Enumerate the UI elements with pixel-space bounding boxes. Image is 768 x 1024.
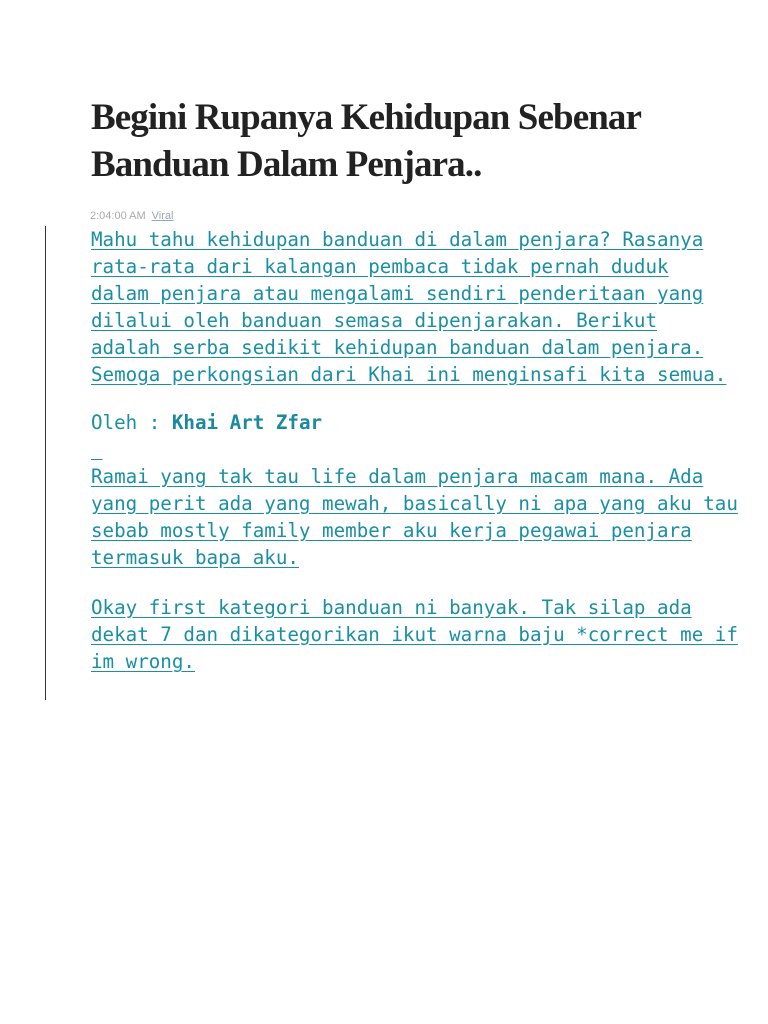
- paragraph-line[interactable]: yang perit ada yang mewah, basically ni apa yang aku tau: [91, 492, 738, 515]
- byline: [91, 409, 322, 436]
- post-label-link[interactable]: Viral: [151, 210, 174, 222]
- paragraph-line[interactable]: sebab mostly family member aku kerja pegawai penjara: [91, 519, 692, 542]
- post-title[interactable]: [91, 94, 721, 188]
- post-title-line-1[interactable]: Begini Rupanya Kehidupan Sebenar: [91, 97, 642, 138]
- paragraph-intro[interactable]: [91, 226, 727, 388]
- paragraph-life[interactable]: [91, 463, 738, 571]
- paragraph-line[interactable]: dalam penjara atau mengalami sendiri penderitaan yang: [91, 282, 704, 305]
- byline-prefix: Oleh :: [91, 411, 172, 434]
- paragraph-line[interactable]: dilalui oleh banduan semasa dipenjarakan. Berikut: [91, 309, 658, 332]
- empty-link-line[interactable]: [91, 436, 103, 463]
- paragraph-line[interactable]: adalah serba sedikit kehidupan banduan dalam penjara.: [91, 336, 704, 359]
- left-margin-rule: [45, 226, 46, 700]
- paragraph-line[interactable]: Okay first kategori banduan ni banyak. Tak silap ada: [91, 596, 692, 619]
- post-meta: [90, 209, 173, 223]
- paragraph-categories[interactable]: [91, 594, 738, 675]
- paragraph-line[interactable]: Ramai yang tak tau life dalam penjara macam mana. Ada: [91, 465, 704, 488]
- paragraph-line[interactable]: rata-rata dari kalangan pembaca tidak pernah duduk: [91, 255, 669, 278]
- paragraph-line[interactable]: im wrong.: [91, 650, 195, 673]
- paragraph-line[interactable]: termasuk bapa aku.: [91, 546, 299, 569]
- post-title-line-2[interactable]: Banduan Dalam Penjara..: [91, 144, 482, 185]
- byline-author-link[interactable]: Khai Art Zfar: [171, 411, 323, 434]
- paragraph-line[interactable]: Semoga perkongsian dari Khai ini menginsafi kita semua.: [91, 363, 727, 386]
- post-time: 2:04:00 AM: [90, 210, 146, 222]
- paragraph-line[interactable]: dekat 7 dan dikategorikan ikut warna baju *correct me if: [91, 623, 738, 646]
- paragraph-line[interactable]: Mahu tahu kehidupan banduan di dalam penjara? Rasanya: [91, 228, 704, 251]
